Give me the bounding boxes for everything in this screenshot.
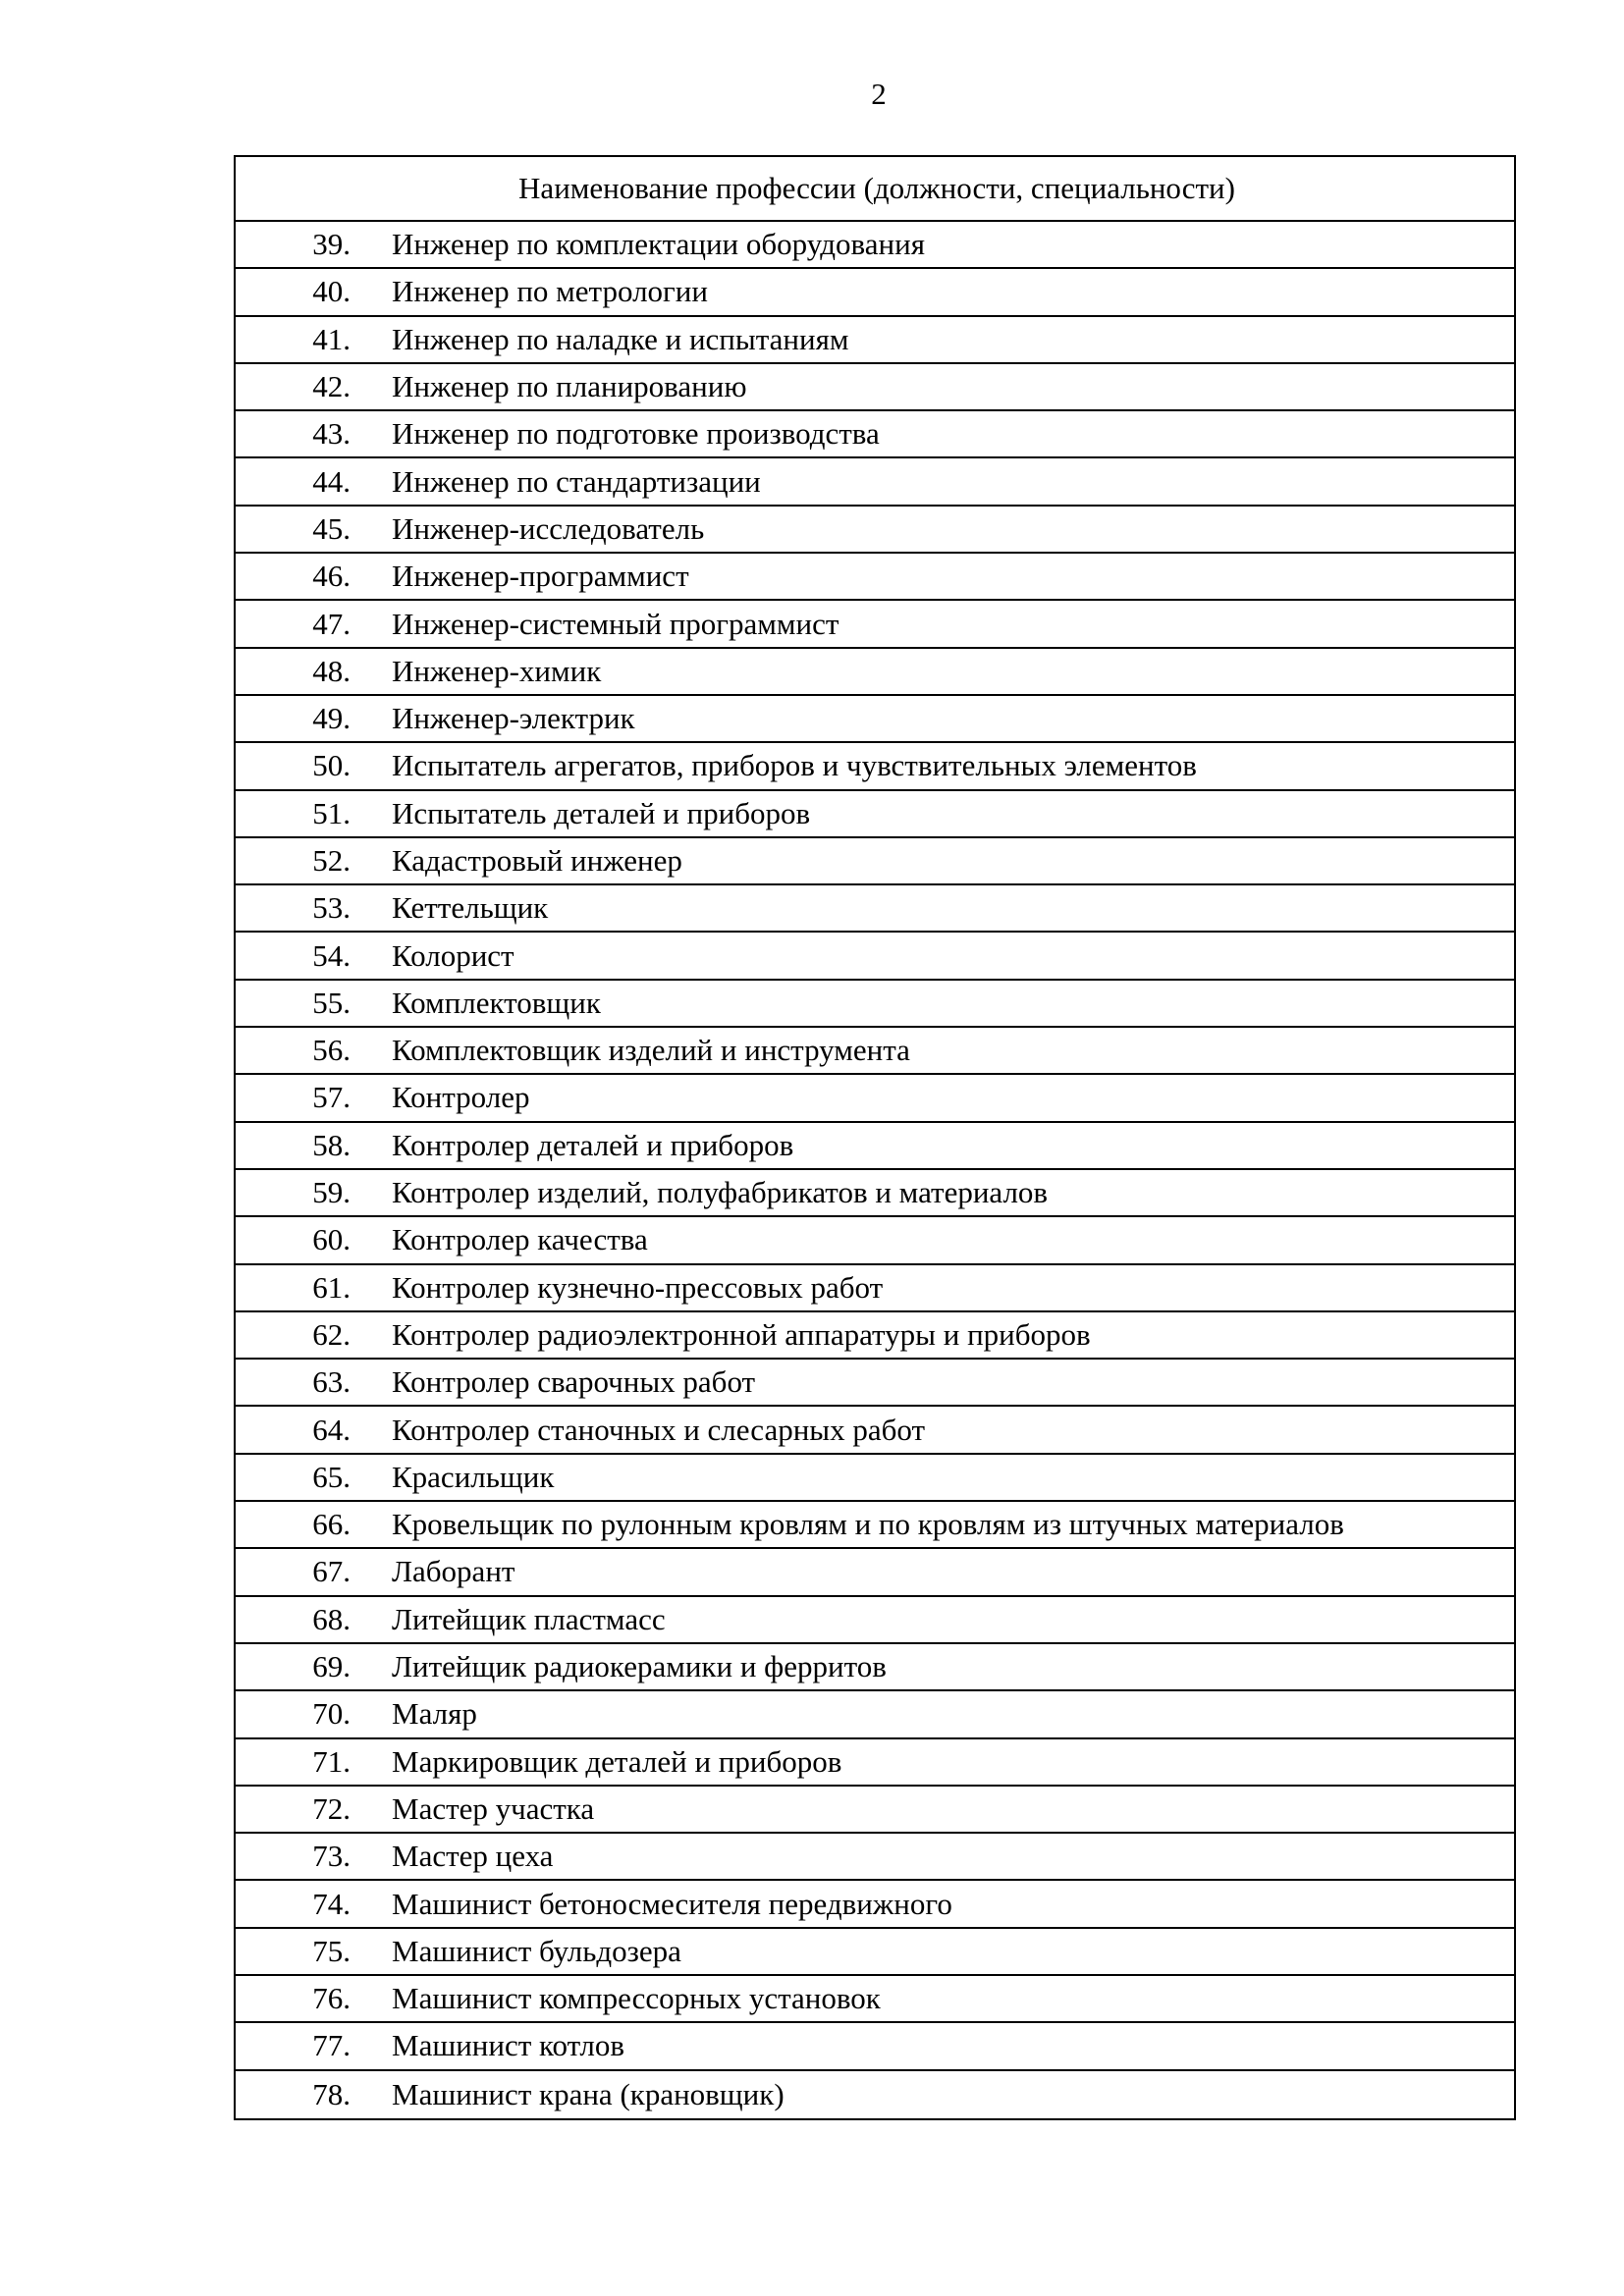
profession-name: Машинист бетоносмесителя передвижного [392, 1886, 952, 1921]
table-row [236, 411, 1514, 458]
table-row [236, 601, 1514, 648]
row-number: 67. [312, 1554, 351, 1589]
row-number: 47. [312, 606, 351, 641]
row-number: 75. [312, 1933, 351, 1968]
table-row [236, 649, 1514, 696]
row-number: 69. [312, 1649, 351, 1684]
row-number: 70. [312, 1696, 351, 1732]
table-row [236, 1881, 1514, 1928]
profession-name: Контролер кузнечно-прессовых работ [392, 1269, 884, 1305]
row-number: 56. [312, 1033, 351, 1068]
profession-name: Инженер по наладке и испытаниям [392, 321, 849, 356]
row-number: 73. [312, 1839, 351, 1874]
table-row [236, 1075, 1514, 1122]
table-row [236, 1407, 1514, 1454]
profession-name: Испытатель агрегатов, приборов и чувствительных элементов [392, 748, 1197, 783]
table-row [236, 1217, 1514, 1264]
table-row [236, 1170, 1514, 1217]
row-number: 59. [312, 1175, 351, 1210]
table-row [236, 458, 1514, 506]
profession-name: Контролер станочных и слесарных работ [392, 1412, 926, 1447]
table-row [236, 1265, 1514, 1312]
row-number: 68. [312, 1601, 351, 1636]
table-row [236, 1549, 1514, 1596]
table-row [236, 1976, 1514, 2023]
profession-name: Кеттельщик [392, 890, 549, 926]
table-header [236, 157, 1514, 222]
profession-name: Кадастровый инженер [392, 843, 682, 878]
row-number: 53. [312, 890, 351, 926]
table-row [236, 933, 1514, 980]
profession-name: Комплектовщик изделий и инструмента [392, 1033, 910, 1068]
profession-name: Лаборант [392, 1554, 515, 1589]
table-row [236, 507, 1514, 554]
row-number: 66. [312, 1507, 351, 1542]
profession-name: Машинист компрессорных установок [392, 1981, 881, 2016]
profession-name: Инженер по стандартизации [392, 463, 761, 499]
table-row [236, 317, 1514, 364]
row-number: 61. [312, 1269, 351, 1305]
table-row [236, 838, 1514, 885]
table-row [236, 743, 1514, 790]
profession-name: Красильщик [392, 1459, 555, 1494]
row-number: 51. [312, 795, 351, 830]
profession-name: Инженер по комплектации оборудования [392, 227, 925, 262]
profession-name: Инженер по метрологии [392, 274, 708, 309]
profession-name: Контролер сварочных работ [392, 1364, 756, 1400]
table-row [236, 222, 1514, 269]
table-row [236, 1028, 1514, 1075]
row-number: 44. [312, 463, 351, 499]
table-body [236, 222, 1514, 2118]
table-row [236, 2023, 1514, 2070]
profession-name: Литейщик радиокерамики и ферритов [392, 1649, 887, 1684]
profession-name: Контролер деталей и приборов [392, 1127, 794, 1162]
row-number: 42. [312, 369, 351, 404]
profession-name: Инженер-исследователь [392, 510, 705, 546]
row-number: 45. [312, 510, 351, 546]
profession-name: Контролер [392, 1080, 530, 1115]
profession-name: Контролер радиоэлектронной аппаратуры и приборов [392, 1316, 1091, 1352]
profession-name: Кровельщик по рулонным кровлям и по кровлям из штучных материалов [392, 1507, 1344, 1542]
row-number: 74. [312, 1886, 351, 1921]
table-row [236, 2071, 1514, 2118]
table-row [236, 696, 1514, 743]
table-row [236, 981, 1514, 1028]
row-number: 65. [312, 1459, 351, 1494]
row-number: 55. [312, 985, 351, 1020]
table-header-label: Наименование профессии (должности, специальности) [518, 171, 1235, 205]
profession-name: Литейщик пластмасс [392, 1601, 666, 1636]
row-number: 49. [312, 701, 351, 736]
profession-name: Инженер-системный программист [392, 606, 839, 641]
table-row [236, 1787, 1514, 1834]
row-number: 64. [312, 1412, 351, 1447]
profession-name: Машинист котлов [392, 2028, 624, 2063]
table-row [236, 269, 1514, 316]
profession-name: Маляр [392, 1696, 477, 1732]
row-number: 41. [312, 321, 351, 356]
table-row [236, 791, 1514, 838]
row-number: 46. [312, 559, 351, 594]
row-number: 62. [312, 1316, 351, 1352]
row-number: 48. [312, 653, 351, 688]
table-row [236, 1834, 1514, 1881]
professions-table [234, 155, 1516, 2120]
table-row [236, 1123, 1514, 1170]
table-row [236, 1739, 1514, 1787]
profession-name: Мастер участка [392, 1790, 595, 1826]
page-number: 2 [871, 77, 887, 111]
profession-name: Инженер-электрик [392, 701, 635, 736]
profession-name: Комплектовщик [392, 985, 601, 1020]
table-row [236, 1312, 1514, 1360]
row-number: 43. [312, 416, 351, 452]
row-number: 78. [312, 2076, 351, 2111]
table-row [236, 885, 1514, 933]
table-row [236, 1644, 1514, 1691]
row-number: 57. [312, 1080, 351, 1115]
table-row [236, 1597, 1514, 1644]
profession-name: Машинист бульдозера [392, 1933, 681, 1968]
profession-name: Инженер по планированию [392, 369, 747, 404]
table-row [236, 1691, 1514, 1738]
profession-name: Колорист [392, 937, 514, 973]
table-row [236, 1360, 1514, 1407]
profession-name: Испытатель деталей и приборов [392, 795, 811, 830]
row-number: 54. [312, 937, 351, 973]
profession-name: Инженер-химик [392, 653, 602, 688]
row-number: 58. [312, 1127, 351, 1162]
row-number: 40. [312, 274, 351, 309]
row-number: 39. [312, 227, 351, 262]
table-row [236, 364, 1514, 411]
profession-name: Контролер качества [392, 1222, 648, 1257]
row-number: 63. [312, 1364, 351, 1400]
row-number: 72. [312, 1790, 351, 1826]
row-number: 60. [312, 1222, 351, 1257]
profession-name: Инженер-программист [392, 559, 689, 594]
row-number: 52. [312, 843, 351, 878]
row-number: 50. [312, 748, 351, 783]
row-number: 77. [312, 2028, 351, 2063]
table-row [236, 1502, 1514, 1549]
profession-name: Мастер цеха [392, 1839, 554, 1874]
row-number: 71. [312, 1743, 351, 1779]
profession-name: Инженер по подготовке производства [392, 416, 880, 452]
row-number: 76. [312, 1981, 351, 2016]
table-row [236, 1929, 1514, 1976]
profession-name: Маркировщик деталей и приборов [392, 1743, 842, 1779]
profession-name: Контролер изделий, полуфабрикатов и материалов [392, 1175, 1049, 1210]
table-row [236, 1455, 1514, 1502]
table-row [236, 554, 1514, 601]
profession-name: Машинист крана (крановщик) [392, 2076, 785, 2111]
